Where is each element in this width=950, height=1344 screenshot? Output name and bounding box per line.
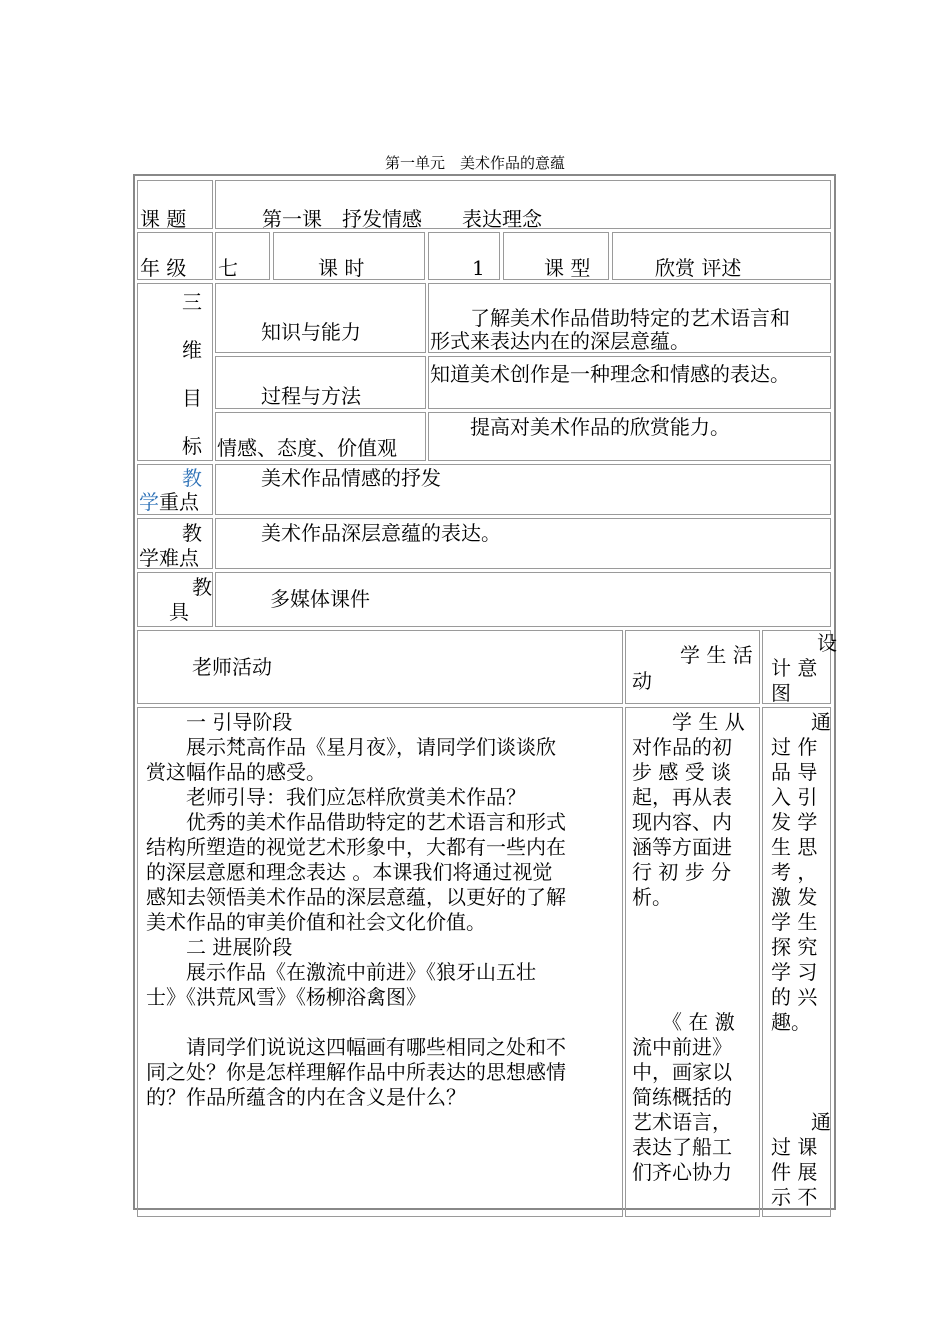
student-activity-cell bbox=[625, 707, 760, 1217]
teacher-activity-line: 结构所塑造的视觉艺术形象中，大都有一些内在 bbox=[146, 835, 566, 859]
teacher-activity-line: 士》《洪荒风雪》《杨柳浴禽图》 bbox=[146, 985, 426, 1009]
difficulty-label-line2: 学难点 bbox=[139, 546, 199, 570]
tools-label-line1: 教 bbox=[192, 575, 212, 599]
student-activity-line: 简练概括的 bbox=[632, 1085, 732, 1109]
design-intent-line: 品 导 bbox=[771, 760, 818, 784]
focus-value: 美术作品情感的抒发 bbox=[261, 466, 441, 490]
teacher-activity-line: 的深层意愿和理念表达 。本课我们将通过视觉 bbox=[146, 860, 553, 884]
teacher-activity-line: 请同学们说说这四幅画有哪些相同之处和不 bbox=[146, 1035, 566, 1059]
focus-label-line2-a: 学 bbox=[139, 490, 159, 514]
design-intent-line: 过 课 bbox=[771, 1135, 818, 1159]
goals-label-char: 维 bbox=[182, 338, 202, 362]
difficulty-label-line1: 教 bbox=[182, 521, 202, 545]
student-activity-line: 流中前进》 bbox=[632, 1035, 732, 1059]
difficulty-label-cell bbox=[137, 518, 213, 569]
focus-label-line1: 教 bbox=[182, 466, 202, 490]
goal-knowledge-text-cell bbox=[428, 283, 831, 353]
focus-label-cell bbox=[137, 464, 213, 515]
design-intent-line bbox=[771, 1060, 827, 1085]
type-label: 课 型 bbox=[544, 256, 591, 280]
topic-label-cell bbox=[137, 180, 213, 229]
teacher-activity-line: 老师引导：我们应怎样欣赏美术作品？ bbox=[146, 785, 526, 809]
design-intent-line: 通 bbox=[771, 1110, 831, 1134]
type-value: 欣赏 评述 bbox=[655, 256, 742, 280]
design-intent-header-cell bbox=[762, 630, 837, 705]
focus-label-line2 bbox=[139, 490, 199, 514]
page-title: 第一单元 美术作品的意蕴 bbox=[384, 154, 565, 172]
design-intent-line: 趣。 bbox=[771, 1010, 811, 1034]
tools-value-cell bbox=[215, 572, 831, 627]
goal-emotion-name: 情感、态度、价值观 bbox=[217, 436, 397, 460]
student-activity-line: 起，再从表 bbox=[632, 785, 732, 809]
teacher-activity-line: 的？作品所蕴含的内在含义是什么？ bbox=[146, 1085, 466, 1109]
design-intent-line: 示 不 bbox=[771, 1185, 818, 1209]
hours-label-cell bbox=[273, 232, 425, 280]
student-activity-line: 中，画家以 bbox=[632, 1060, 732, 1084]
design-intent-header-line2: 计 意 bbox=[771, 656, 818, 680]
teacher-activity-line: 美术作品的审美价值和社会文化价值。 bbox=[146, 910, 486, 934]
design-intent-line: 件 展 bbox=[771, 1160, 818, 1184]
student-activity-text bbox=[632, 710, 750, 1185]
goal-process-text-cell bbox=[428, 356, 831, 409]
teacher-activity-line: 优秀的美术作品借助特定的艺术语言和形式 bbox=[146, 810, 566, 834]
design-intent-header-line3: 图 bbox=[771, 681, 791, 705]
design-intent-line: 发 学 bbox=[771, 810, 818, 834]
design-intent-line: 考 ， bbox=[771, 860, 818, 884]
goal-knowledge-text-line: 了解美术作品借助特定的艺术语言和 bbox=[430, 306, 790, 330]
teacher-activity-line: 感知去领悟美术作品的深层意蕴，以更好的了解 bbox=[146, 885, 566, 909]
goal-emotion-text-cell bbox=[428, 412, 831, 461]
difficulty-value-cell bbox=[215, 518, 831, 569]
design-intent-line: 通 bbox=[771, 710, 831, 734]
goal-process-text: 知道美术创作是一种理念和情感的表达。 bbox=[430, 362, 790, 386]
hours-label: 课 时 bbox=[318, 256, 365, 280]
student-activity-line: 析。 bbox=[632, 885, 672, 909]
difficulty-value: 美术作品深层意蕴的表达。 bbox=[261, 521, 501, 545]
hours-value: 1 bbox=[472, 256, 485, 280]
goal-process-name-cell bbox=[215, 356, 426, 409]
design-intent-line: 过 作 bbox=[771, 735, 818, 759]
goal-emotion-text: 提高对美术作品的欣赏能力。 bbox=[430, 415, 730, 439]
goals-label-char: 目 bbox=[182, 386, 202, 410]
goal-emotion-name-cell bbox=[215, 412, 426, 461]
student-activity-line: 对作品的初 bbox=[632, 735, 732, 759]
goals-label-char: 三 bbox=[182, 290, 202, 314]
design-intent-line: 生 思 bbox=[771, 835, 818, 859]
goals-label-cell bbox=[137, 283, 213, 461]
student-activity-line bbox=[632, 935, 750, 960]
student-activity-line bbox=[632, 985, 750, 1010]
teacher-activity-line bbox=[146, 1010, 618, 1035]
teacher-activity-header: 老师活动 bbox=[192, 655, 272, 679]
type-label-cell bbox=[503, 232, 609, 280]
design-intent-line: 入 引 bbox=[771, 785, 818, 809]
hours-value-cell bbox=[428, 232, 500, 280]
design-intent-line: 学 生 bbox=[771, 910, 818, 934]
design-intent-line bbox=[771, 1035, 827, 1060]
student-activity-header-line2: 动 bbox=[632, 669, 652, 693]
focus-label-line2-b: 重点 bbox=[159, 490, 199, 514]
student-activity-line bbox=[632, 960, 750, 985]
tools-value: 多媒体课件 bbox=[270, 587, 370, 611]
topic-value: 第一课 抒发情感 表达理念 bbox=[262, 207, 542, 231]
focus-value-cell bbox=[215, 464, 831, 515]
teacher-activity-line: 一 引导阶段 bbox=[146, 710, 293, 734]
student-activity-line: 行 初 步 分 bbox=[632, 860, 732, 884]
design-intent-text bbox=[771, 710, 831, 1210]
student-activity-line: 艺术语言， bbox=[632, 1110, 732, 1134]
topic-value-cell bbox=[215, 180, 831, 229]
design-intent-cell bbox=[762, 707, 831, 1217]
teacher-activity-line: 同之处？你是怎样理解作品中所表达的思想感情 bbox=[146, 1060, 566, 1084]
teacher-activity-line: 展示作品《在激流中前进》《狼牙山五壮 bbox=[146, 960, 536, 984]
student-activity-line: 表达了船工 bbox=[632, 1135, 732, 1159]
goal-process-name: 过程与方法 bbox=[261, 384, 361, 408]
grade-label: 年 级 bbox=[140, 256, 187, 280]
goals-label-char: 标 bbox=[182, 434, 202, 458]
design-intent-line: 探 究 bbox=[771, 935, 818, 959]
student-activity-line: 《 在 激 bbox=[632, 1010, 735, 1034]
teacher-activity-line: 展示梵高作品《星月夜》，请同学们谈谈欣 bbox=[146, 735, 556, 759]
goal-knowledge-text-line: 形式来表达内在的深层意蕴。 bbox=[430, 329, 690, 353]
grade-label-cell bbox=[137, 232, 213, 280]
topic-label: 课 题 bbox=[140, 207, 187, 231]
tools-label-line2: 具 bbox=[169, 600, 189, 624]
student-activity-header-line1: 学 生 活 bbox=[680, 643, 753, 667]
type-value-cell bbox=[612, 232, 831, 280]
lesson-plan-table bbox=[133, 174, 836, 1210]
teacher-activity-header-cell bbox=[137, 630, 623, 704]
design-intent-line: 学 习 bbox=[771, 960, 818, 984]
student-activity-line bbox=[632, 910, 750, 935]
design-intent-line bbox=[771, 1085, 827, 1110]
goal-knowledge-name-cell bbox=[215, 283, 426, 353]
grade-value: 七 bbox=[218, 256, 238, 280]
teacher-activity-cell bbox=[137, 707, 623, 1217]
student-activity-line: 现内容、内 bbox=[632, 810, 732, 834]
student-activity-line: 们齐心协力 bbox=[632, 1160, 732, 1184]
design-intent-line: 的 兴 bbox=[771, 985, 818, 1009]
student-activity-header-cell bbox=[625, 630, 760, 704]
teacher-activity-text bbox=[146, 710, 618, 1110]
design-intent-line: 激 发 bbox=[771, 885, 818, 909]
design-intent-header-line1: 设 bbox=[817, 631, 837, 655]
teacher-activity-line: 赏这幅作品的感受。 bbox=[146, 760, 326, 784]
grade-value-cell bbox=[215, 232, 270, 280]
teacher-activity-line: 二 进展阶段 bbox=[146, 935, 293, 959]
student-activity-line: 步 感 受 谈 bbox=[632, 760, 732, 784]
goal-knowledge-name: 知识与能力 bbox=[261, 320, 361, 344]
student-activity-line: 涵等方面进 bbox=[632, 835, 732, 859]
tools-label-cell bbox=[137, 572, 213, 627]
student-activity-line: 学 生 从 bbox=[632, 710, 745, 734]
